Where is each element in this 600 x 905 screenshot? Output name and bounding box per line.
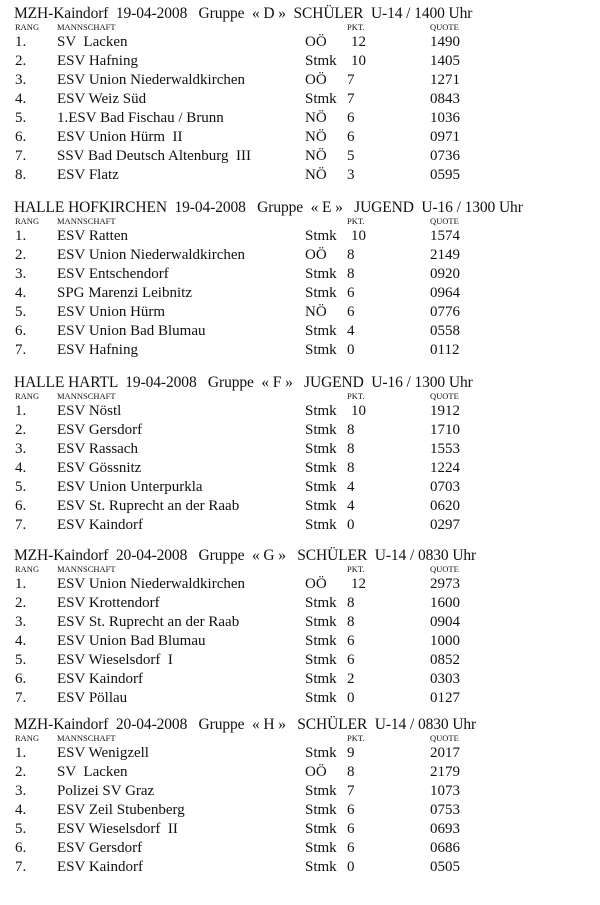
region-cell: Stmk (305, 652, 337, 668)
points-cell: 10 (351, 403, 366, 419)
table-row (0, 516, 600, 535)
region-cell: Stmk (305, 859, 337, 875)
region-cell: Stmk (305, 783, 337, 799)
rank-cell: 3. (15, 266, 27, 282)
team-name-cell: ESV Gössnitz (57, 460, 142, 476)
quote-cell: 0505 (430, 859, 460, 875)
rank-cell: 7. (15, 859, 27, 875)
column-header-rank: RANG (15, 733, 40, 743)
region-cell: Stmk (305, 745, 337, 761)
rank-cell: 1. (15, 745, 27, 761)
group-title: MZH-Kaindorf 19-04-2008 Gruppe « D » SCHÜLER U-14 / 1400 Uhr (14, 5, 473, 22)
rank-cell: 7. (15, 148, 27, 164)
table-row (0, 227, 600, 246)
column-header-points: PKT. (347, 564, 365, 574)
table-row (0, 594, 600, 613)
team-name-cell: ESV Gersdorf (57, 840, 143, 856)
points-cell: 7 (347, 91, 355, 107)
team-name-cell: ESV Union Niederwaldkirchen (57, 247, 246, 263)
points-cell: 8 (347, 460, 355, 476)
quote-cell: 2149 (430, 247, 460, 263)
quote-cell: 0753 (430, 802, 460, 818)
points-cell: 6 (347, 110, 355, 126)
region-cell: OÖ (305, 576, 327, 592)
region-cell: Stmk (305, 671, 337, 687)
team-name-cell: ESV Union Niederwaldkirchen (57, 576, 246, 592)
rank-cell: 4. (15, 460, 27, 476)
region-cell: Stmk (305, 53, 337, 69)
team-name-cell: ESV Ratten (57, 228, 128, 244)
rank-cell: 7. (15, 517, 27, 533)
points-cell: 4 (347, 479, 355, 495)
table-row (0, 147, 600, 166)
rank-cell: 6. (15, 323, 27, 339)
points-cell: 0 (347, 517, 355, 533)
points-cell: 2 (347, 671, 355, 687)
table-row (0, 322, 600, 341)
group-title: MZH-Kaindorf 20-04-2008 Gruppe « H » SCHÜLER U-14 / 0830 Uhr (14, 716, 477, 733)
points-cell: 6 (347, 285, 355, 301)
quote-cell: 0920 (430, 266, 460, 282)
region-cell: NÖ (305, 167, 327, 183)
points-cell: 8 (347, 266, 355, 282)
column-header-team: MANNSCHAFT (57, 391, 116, 401)
table-row (0, 303, 600, 322)
quote-cell: 0904 (430, 614, 460, 630)
points-cell: 4 (347, 498, 355, 514)
points-cell: 9 (347, 745, 355, 761)
team-name-cell: ESV Kaindorf (57, 517, 143, 533)
rank-cell: 6. (15, 840, 27, 856)
region-cell: Stmk (305, 690, 337, 706)
group-title: HALLE HOFKIRCHEN 19-04-2008 Gruppe « E » JUGEND U-16 / 1300 Uhr (14, 199, 523, 216)
team-name-cell: ESV St. Ruprecht an der Raab (57, 614, 240, 630)
rank-cell: 6. (15, 129, 27, 145)
region-cell: NÖ (305, 148, 327, 164)
region-cell: Stmk (305, 517, 337, 533)
region-cell: Stmk (305, 479, 337, 495)
rank-cell: 4. (15, 802, 27, 818)
table-row (0, 459, 600, 478)
region-cell: Stmk (305, 422, 337, 438)
quote-cell: 0127 (430, 690, 460, 706)
points-cell: 0 (347, 859, 355, 875)
quote-cell: 0703 (430, 479, 460, 495)
column-header-team: MANNSCHAFT (57, 733, 116, 743)
rank-cell: 3. (15, 72, 27, 88)
region-cell: Stmk (305, 342, 337, 358)
group-title: HALLE HARTL 19-04-2008 Gruppe « F » JUGEND U-16 / 1300 Uhr (14, 374, 473, 391)
quote-cell: 1271 (430, 72, 460, 88)
points-cell: 6 (347, 840, 355, 856)
points-cell: 5 (347, 148, 355, 164)
region-cell: Stmk (305, 266, 337, 282)
column-header-quote: QUOTE (430, 216, 459, 226)
team-name-cell: ESV Krottendorf (57, 595, 160, 611)
rank-cell: 3. (15, 614, 27, 630)
team-name-cell: Polizei SV Graz (57, 783, 155, 799)
table-body (0, 402, 600, 535)
region-cell: Stmk (305, 91, 337, 107)
table-row (0, 71, 600, 90)
points-cell: 8 (347, 247, 355, 263)
table-row (0, 166, 600, 185)
region-cell: Stmk (305, 460, 337, 476)
points-cell: 3 (347, 167, 355, 183)
quote-cell: 1000 (430, 633, 460, 649)
quote-cell: 1405 (430, 53, 460, 69)
table-row (0, 52, 600, 71)
points-cell: 12 (351, 576, 366, 592)
table-row (0, 689, 600, 708)
table-body (0, 33, 600, 185)
team-name-cell: ESV Union Hürm II (57, 129, 183, 145)
team-name-cell: ESV Gersdorf (57, 422, 143, 438)
team-name-cell: SPG Marenzi Leibnitz (57, 285, 192, 301)
rank-cell: 2. (15, 247, 27, 263)
column-header-points: PKT. (347, 216, 365, 226)
rank-cell: 4. (15, 91, 27, 107)
rank-cell: 7. (15, 690, 27, 706)
region-cell: Stmk (305, 595, 337, 611)
column-header-team: MANNSCHAFT (57, 22, 116, 32)
table-body (0, 575, 600, 708)
team-name-cell: 1.ESV Bad Fischau / Brunn (57, 110, 224, 126)
points-cell: 6 (347, 129, 355, 145)
quote-cell: 0303 (430, 671, 460, 687)
points-cell: 7 (347, 783, 355, 799)
table-row (0, 651, 600, 670)
region-cell: OÖ (305, 34, 327, 50)
table-body (0, 227, 600, 360)
column-header-team: MANNSCHAFT (57, 216, 116, 226)
quote-cell: 1224 (430, 460, 460, 476)
team-name-cell: ESV Hafning (57, 53, 138, 69)
rank-cell: 5. (15, 479, 27, 495)
table-row (0, 265, 600, 284)
table-row (0, 402, 600, 421)
rank-cell: 6. (15, 671, 27, 687)
team-name-cell: ESV Union Bad Blumau (57, 633, 206, 649)
team-name-cell: ESV Kaindorf (57, 859, 143, 875)
table-row (0, 284, 600, 303)
team-name-cell: ESV Weiz Süd (57, 91, 147, 107)
quote-cell: 0297 (430, 517, 460, 533)
region-cell: NÖ (305, 129, 327, 145)
region-cell: Stmk (305, 228, 337, 244)
table-row (0, 763, 600, 782)
points-cell: 6 (347, 802, 355, 818)
team-name-cell: ESV Nöstl (57, 403, 122, 419)
rank-cell: 5. (15, 110, 27, 126)
column-header-rank: RANG (15, 22, 40, 32)
region-cell: Stmk (305, 614, 337, 630)
points-cell: 6 (347, 652, 355, 668)
quote-cell: 0843 (430, 91, 460, 107)
points-cell: 10 (351, 53, 366, 69)
points-cell: 8 (347, 595, 355, 611)
column-header-quote: QUOTE (430, 391, 459, 401)
region-cell: OÖ (305, 72, 327, 88)
team-name-cell: ESV Wenigzell (57, 745, 149, 761)
team-name-cell: ESV Union Niederwaldkirchen (57, 72, 246, 88)
table-row (0, 497, 600, 516)
region-cell: Stmk (305, 323, 337, 339)
rank-cell: 2. (15, 764, 27, 780)
team-name-cell: SSV Bad Deutsch Altenburg III (57, 148, 252, 164)
points-cell: 8 (347, 422, 355, 438)
team-name-cell: ESV Rassach (57, 441, 138, 457)
table-row (0, 839, 600, 858)
quote-cell: 2973 (430, 576, 460, 592)
column-header-quote: QUOTE (430, 564, 459, 574)
table-row (0, 632, 600, 651)
quote-cell: 0776 (430, 304, 460, 320)
team-name-cell: ESV Wieselsdorf II (57, 821, 178, 837)
rank-cell: 1. (15, 228, 27, 244)
points-cell: 6 (347, 821, 355, 837)
points-cell: 8 (347, 614, 355, 630)
table-row (0, 782, 600, 801)
quote-cell: 1912 (430, 403, 460, 419)
quote-cell: 0693 (430, 821, 460, 837)
quote-cell: 0558 (430, 323, 460, 339)
rank-cell: 5. (15, 821, 27, 837)
table-row (0, 744, 600, 763)
table-row (0, 575, 600, 594)
rank-cell: 3. (15, 441, 27, 457)
quote-cell: 1490 (430, 34, 460, 50)
table-row (0, 478, 600, 497)
rank-cell: 2. (15, 422, 27, 438)
team-name-cell: ESV Entschendorf (57, 266, 169, 282)
table-row (0, 801, 600, 820)
points-cell: 8 (347, 441, 355, 457)
column-header-rank: RANG (15, 216, 40, 226)
team-name-cell: ESV St. Ruprecht an der Raab (57, 498, 240, 514)
table-row (0, 670, 600, 689)
team-name-cell: ESV Wieselsdorf I (57, 652, 173, 668)
team-name-cell: ESV Union Hürm (57, 304, 166, 320)
quote-cell: 1036 (430, 110, 460, 126)
quote-cell: 0852 (430, 652, 460, 668)
quote-cell: 0686 (430, 840, 460, 856)
column-header-points: PKT. (347, 733, 365, 743)
quote-cell: 2179 (430, 764, 460, 780)
region-cell: NÖ (305, 304, 327, 320)
rank-cell: 6. (15, 498, 27, 514)
column-header-rank: RANG (15, 391, 40, 401)
region-cell: Stmk (305, 403, 337, 419)
table-row (0, 246, 600, 265)
region-cell: OÖ (305, 247, 327, 263)
rank-cell: 2. (15, 595, 27, 611)
column-header-points: PKT. (347, 391, 365, 401)
region-cell: NÖ (305, 110, 327, 126)
quote-cell: 1553 (430, 441, 460, 457)
region-cell: Stmk (305, 821, 337, 837)
quote-cell: 2017 (430, 745, 460, 761)
table-row (0, 109, 600, 128)
rank-cell: 5. (15, 652, 27, 668)
points-cell: 0 (347, 690, 355, 706)
team-name-cell: ESV Union Bad Blumau (57, 323, 206, 339)
team-name-cell: SV Lacken (57, 34, 128, 50)
table-row (0, 128, 600, 147)
table-row (0, 613, 600, 632)
group-title: MZH-Kaindorf 20-04-2008 Gruppe « G » SCHÜLER U-14 / 0830 Uhr (14, 547, 477, 564)
points-cell: 7 (347, 72, 355, 88)
region-cell: Stmk (305, 633, 337, 649)
region-cell: Stmk (305, 285, 337, 301)
team-name-cell: ESV Flatz (57, 167, 119, 183)
rank-cell: 3. (15, 783, 27, 799)
quote-cell: 1574 (430, 228, 460, 244)
quote-cell: 0964 (430, 285, 460, 301)
points-cell: 12 (351, 34, 366, 50)
column-header-rank: RANG (15, 564, 40, 574)
table-row (0, 33, 600, 52)
region-cell: Stmk (305, 441, 337, 457)
points-cell: 4 (347, 323, 355, 339)
team-name-cell: ESV Union Unterpurkla (57, 479, 203, 495)
rank-cell: 4. (15, 633, 27, 649)
column-header-quote: QUOTE (430, 733, 459, 743)
table-row (0, 90, 600, 109)
rank-cell: 4. (15, 285, 27, 301)
table-body (0, 744, 600, 877)
table-row (0, 858, 600, 877)
region-cell: OÖ (305, 764, 327, 780)
points-cell: 8 (347, 764, 355, 780)
quote-cell: 1073 (430, 783, 460, 799)
points-cell: 6 (347, 304, 355, 320)
team-name-cell: ESV Pöllau (57, 690, 128, 706)
rank-cell: 2. (15, 53, 27, 69)
quote-cell: 0620 (430, 498, 460, 514)
rank-cell: 5. (15, 304, 27, 320)
table-row (0, 440, 600, 459)
team-name-cell: ESV Zeil Stubenberg (57, 802, 185, 818)
team-name-cell: SV Lacken (57, 764, 128, 780)
quote-cell: 0736 (430, 148, 460, 164)
team-name-cell: ESV Kaindorf (57, 671, 143, 687)
rank-cell: 1. (15, 403, 27, 419)
table-row (0, 341, 600, 360)
quote-cell: 0595 (430, 167, 460, 183)
points-cell: 0 (347, 342, 355, 358)
region-cell: Stmk (305, 840, 337, 856)
quote-cell: 0112 (430, 342, 460, 358)
points-cell: 6 (347, 633, 355, 649)
rank-cell: 8. (15, 167, 27, 183)
rank-cell: 1. (15, 576, 27, 592)
column-header-team: MANNSCHAFT (57, 564, 116, 574)
team-name-cell: ESV Hafning (57, 342, 138, 358)
region-cell: Stmk (305, 498, 337, 514)
quote-cell: 0971 (430, 129, 460, 145)
region-cell: Stmk (305, 802, 337, 818)
points-cell: 10 (351, 228, 366, 244)
column-header-points: PKT. (347, 22, 365, 32)
table-row (0, 421, 600, 440)
quote-cell: 1600 (430, 595, 460, 611)
column-header-quote: QUOTE (430, 22, 459, 32)
quote-cell: 1710 (430, 422, 460, 438)
table-row (0, 820, 600, 839)
rank-cell: 7. (15, 342, 27, 358)
rank-cell: 1. (15, 34, 27, 50)
